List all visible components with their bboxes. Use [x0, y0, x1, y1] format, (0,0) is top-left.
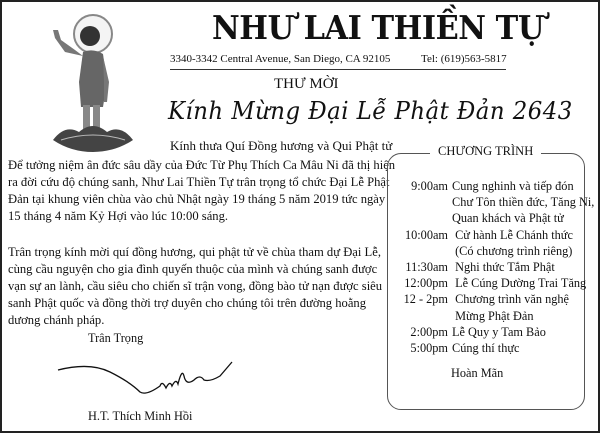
text-line: vạn sự an lành, cầu siêu cho chiến sĩ trận vong, đồng bào tử nạn được siêu [8, 279, 383, 293]
schedule-time: 9:00am [411, 179, 448, 193]
schedule-row [392, 308, 594, 324]
text-line: Đản tại khung viên chùa vào chủ Nhật ngày 19 tháng 5 năm 2019 tức ngày [8, 192, 386, 206]
schedule-activity: Chư Tôn thiền đức, Tăng Ni, [452, 195, 595, 210]
schedule-row [392, 291, 594, 307]
schedule-time [392, 210, 452, 226]
program-closing: Hoàn Mãn [451, 366, 504, 380]
schedule-row [392, 227, 594, 243]
schedule-activity: Chương trình văn nghệ [452, 292, 569, 307]
event-title: Kính Mừng Đại Lễ Phật Đản 2643 [168, 97, 573, 125]
schedule-row [392, 259, 594, 275]
text-line: sanh Phật quốc và đồng thời trợ duyên cho chúng tôi trên đường hoằng [8, 296, 367, 310]
header-divider [170, 69, 506, 70]
schedule-row [392, 210, 594, 226]
text-line: ra đời cứu độ chúng sanh, Như Lai Thiền Tự trân trọng tổ chức Đại Lễ Phật [8, 175, 390, 189]
phone: Tel: (619)563-5817 [421, 53, 507, 65]
paragraph-1 [8, 157, 395, 225]
temple-name: NHƯ LAI THIỀN TỰ [212, 8, 544, 47]
text-line: 15 tháng 4 năm Kỷ Hợi vào lúc 10:00 sáng. [8, 209, 229, 223]
schedule-activity: Lễ Quy y Tam Bảo [452, 324, 546, 339]
greeting: Kính thưa Quí Đồng hương và Qui Phật tử [170, 138, 393, 153]
text-line: Trân trọng kính mời quí đồng hương, qui phật tử về chùa tham dự Đại Lễ, [8, 245, 381, 259]
schedule-activity: Lễ Cúng Dường Trai Tăng [452, 276, 587, 291]
schedule-time [392, 194, 452, 210]
text-line: Để tưởng niệm ân đức sâu dầy của Đức Từ Phụ Thích Ca Mâu Ni đã thị hiện [8, 158, 396, 172]
signature-icon [50, 360, 235, 400]
baby-buddha-on-lotus-icon [45, 12, 141, 157]
program-title: CHƯƠNG TRÌNH [430, 144, 541, 159]
schedule-activity: Cung nghinh và tiếp đón [452, 179, 574, 193]
text-line: cùng cầu nguyện cho gia đình quyến thuộc của mình và chúng sanh được [8, 262, 378, 276]
schedule-time: 12:00pm [404, 276, 448, 291]
schedule-time [392, 243, 452, 259]
schedule-row [392, 178, 594, 194]
closing: Trân Trọng [88, 331, 144, 345]
signer-name: H.T. Thích Minh Hồi [88, 409, 193, 423]
schedule-time: 12 - 2pm [403, 292, 448, 307]
schedule-activity: Nghi thức Tắm Phật [452, 260, 555, 275]
address: 3340-3342 Central Avenue, San Diego, CA 92105 [170, 53, 391, 65]
schedule-activity: (Có chương trình riêng) [452, 243, 573, 258]
schedule-time: 11:30am [405, 260, 448, 275]
text-line: dương chánh pháp. [8, 313, 105, 327]
schedule-time [392, 308, 452, 324]
schedule-row [392, 243, 594, 259]
paragraph-2 [8, 244, 382, 329]
letter-heading: THƯ MỜI [274, 76, 339, 92]
schedule-activity: Quan khách và Phật tử [452, 211, 564, 226]
schedule-time: 5:00pm [410, 341, 448, 356]
schedule-row [392, 275, 594, 291]
schedule-activity: Cúng thí thực [452, 341, 520, 356]
schedule-row [392, 194, 594, 210]
schedule-activity: Cử hành Lễ Chánh thức [452, 227, 573, 242]
schedule-activity: Mừng Phật Đản [452, 308, 534, 323]
program-schedule [392, 178, 594, 356]
schedule-row [392, 324, 594, 340]
schedule-row [392, 340, 594, 356]
schedule-time: 10:00am [404, 227, 448, 242]
schedule-time: 2:00pm [410, 324, 448, 339]
